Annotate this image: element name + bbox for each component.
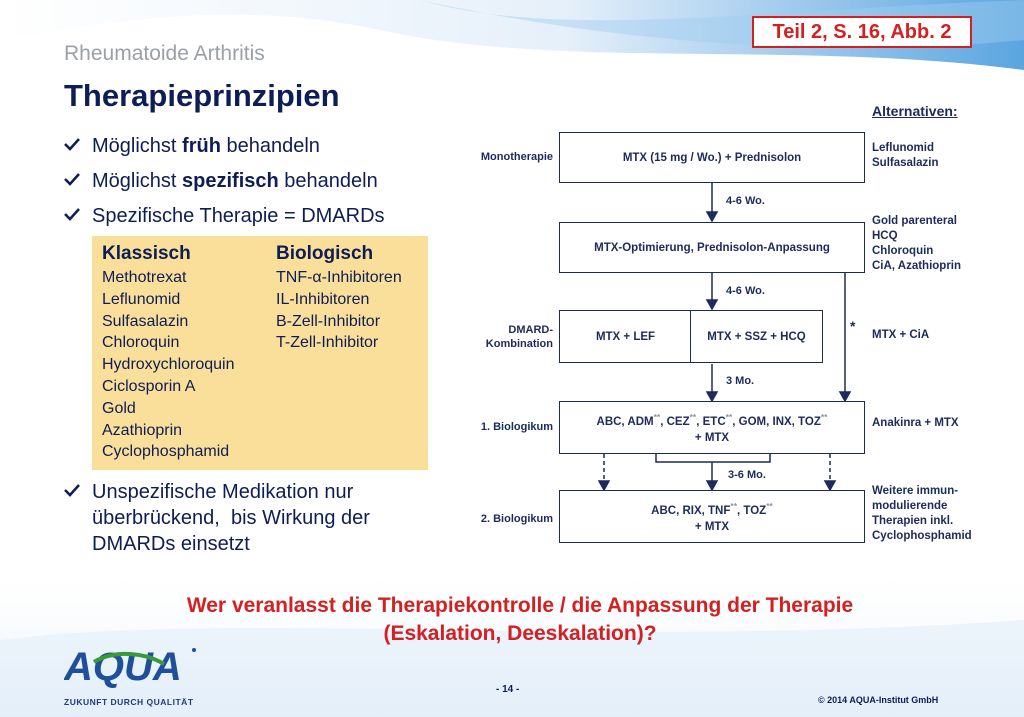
drug-item: Hydroxychloroquin [102,356,235,374]
drug-item: IL-Inhibitoren [276,290,370,308]
logo-icon [64,642,204,690]
step-label: 3-6 Mo. [728,469,766,481]
drug-item: Gold [102,399,136,417]
step-label: 3 Mo. [726,375,755,387]
alt-biologikum-1: Anakinra + MTX [872,417,959,429]
klassisch-header: Klassisch [102,243,191,264]
box-biologikum-1: ABC, ADM**, CEZ**, ETC**, GOM, INX, TOZ** + MTX [559,401,865,454]
alt-dmard: MTX + CiA [872,329,930,341]
box-mtx-lef: MTX + LEF [559,310,692,363]
alternatives-header: Alternativen: [872,103,958,119]
bullet-item: Möglichst früh behandeln [64,132,444,160]
box-biologikum-2: ABC, RIX, TNF**, TOZ** + MTX [559,490,865,543]
reference-box: Teil 2, S. 16, Abb. 2 [752,16,972,48]
drug-item: Azathioprin [102,421,183,439]
label-biologikum-1: 1. Biologikum [480,421,553,433]
subtitle: Rheumatoide Arthritis [64,42,265,65]
drug-item: Cyclophosphamid [102,443,230,461]
step-label: 4-6 Wo. [726,285,765,297]
box-mtx-ssz-hcq: MTX + SSZ + HCQ [690,310,823,363]
star-marker: * [850,318,856,334]
drug-item: T-Zell-Inhibitor [276,334,379,352]
aqua-logo [64,642,204,707]
drug-item: Ciclosporin A [102,377,196,395]
drug-item: TNF-α-Inhibitoren [276,269,402,286]
label-biologikum-2: 2. Biologikum [480,513,553,525]
copyright: © 2014 AQUA-Institut GmbH [818,695,939,705]
alt-monotherapie: Leflunomid Sulfasalazin [872,142,939,169]
drug-item: Sulfasalazin [102,312,189,330]
question-text: Wer veranlasst die Therapiekontrolle / die Anpassung der Therapie (Eskalation, Deeskalation)? [186,594,854,645]
logo-tagline: ZUKUNFT DURCH QUALITÄT [64,697,194,707]
drug-item: Chloroquin [102,334,180,352]
drug-item: Leflunomid [102,290,181,308]
bullet-item: Unspezifische Medikation nur überbrückend, bis Wirkung der DMARDs einsetzt [64,479,424,557]
box-monotherapie: MTX (15 mg / Wo.) + Prednisolon [559,132,865,183]
drug-item: Methotrexat [102,269,187,286]
step-label: 4-6 Wo. [726,195,765,207]
label-dmard: DMARD- Kombination [485,324,553,350]
bullet-item: Spezifische Therapie = DMARDs [64,202,444,230]
label-monotherapie: Monotherapie [480,151,553,163]
box-optimierung: MTX-Optimierung, Prednisolon-Anpassung [559,222,865,273]
page-number: - 14 - [496,684,520,695]
alt-biologikum-2: Weitere immun- modulierende Therapien inkl. Cyclophosphamid [872,485,972,542]
biologisch-header: Biologisch [276,243,374,264]
drug-item: B-Zell-Inhibitor [276,312,381,330]
bullet-item: Möglichst spezifisch behandeln [64,167,444,195]
page-title: Therapieprinzipien [64,78,340,113]
alt-optimierung: Gold parenteral HCQ Chloroquin CiA, Azathioprin [872,215,962,272]
svg-text:AQUA: AQUA [64,645,182,689]
